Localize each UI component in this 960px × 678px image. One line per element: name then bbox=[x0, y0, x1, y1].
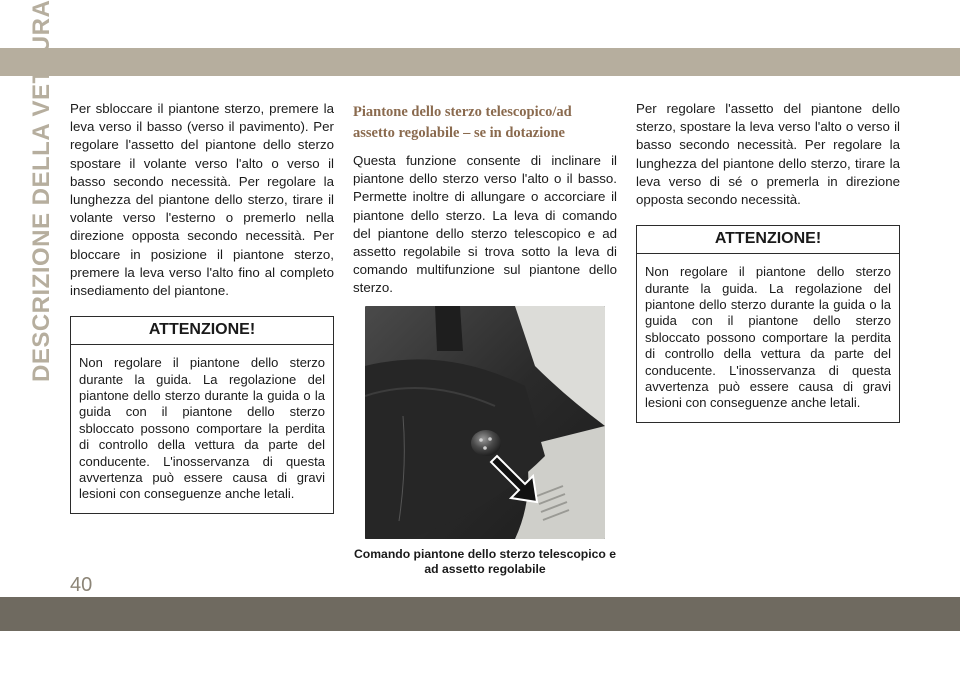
steering-column-photo bbox=[365, 306, 605, 539]
warning-title: ATTENZIONE! bbox=[71, 317, 333, 345]
column-left bbox=[70, 100, 334, 514]
header-band bbox=[0, 48, 960, 76]
steering-column-illustration bbox=[365, 306, 605, 539]
page-number: 40 bbox=[70, 574, 93, 596]
figure-caption: Comando piantone dello sterzo telescopico e ad assetto regolabile bbox=[353, 546, 617, 576]
body-paragraph: Questa funzione consente di inclinare il piantone dello sterzo verso l'alto o il basso. Permette inoltre di allungare o accorciare il piantone dello sterzo. La leva di comando del piantone dello sterzo telescopico e ad assetto regolabile si trova sotto la leva di comando multifunzione sul piantone dello sterzo. bbox=[353, 153, 617, 296]
body-paragraph: Per regolare l'assetto del piantone dello sterzo, spostare la leva verso l'alto o verso il basso secondo necessità. Per regolare la lunghezza del piantone dello sterzo, tirare la leva verso di sé o premerla in direzione opposta secondo necessità. bbox=[636, 101, 900, 208]
warning-text: Non regolare il piantone dello sterzo durante la guida. La regolazione del piantone dello sterzo durante la guida o la guida con il piantone dello sterzo sbloccato possono comportare la perdita di controllo della vettura da parte del conducente. L'inosservanza di questa avvertenza può essere causa di gravi lesioni con conseguenze anche letali. bbox=[79, 355, 325, 502]
warning-box bbox=[70, 316, 334, 514]
warning-body bbox=[637, 254, 899, 422]
warning-title: ATTENZIONE! bbox=[637, 226, 899, 254]
warning-box bbox=[636, 225, 900, 423]
column-right bbox=[636, 100, 900, 423]
warning-text: Non regolare il piantone dello sterzo durante la guida. La regolazione del piantone dello sterzo durante la guida o la guida con il piantone dello sterzo sbloccato possono comportare la perdita di controllo della vettura da parte del conducente. L'inosservanza di questa avvertenza può essere causa di gravi lesioni con conseguenze anche letali. bbox=[645, 264, 891, 411]
warning-body bbox=[71, 345, 333, 513]
footer-band bbox=[0, 597, 960, 631]
section-side-title: DESCRIZIONE DELLA VETTURA bbox=[28, 0, 55, 382]
body-paragraph: Per sbloccare il piantone sterzo, premere la leva verso il basso (verso il pavimento). Per regolare l'assetto del piantone dello sterzo spostare il volante verso l'alto o verso il basso secondo necessità. Per regolare la lunghezza del piantone dello sterzo, tirare il volante verso l'esterno o premerlo nella direzione opposta secondo necessità. Per bloccare in posizione il piantone sterzo, premere la leva verso l'alto fino al completo insediamento del piantone. bbox=[70, 101, 334, 299]
section-heading: Piantone dello sterzo telescopico/ad assetto regolabile – se in dotazione bbox=[353, 104, 572, 141]
column-middle bbox=[353, 100, 617, 577]
